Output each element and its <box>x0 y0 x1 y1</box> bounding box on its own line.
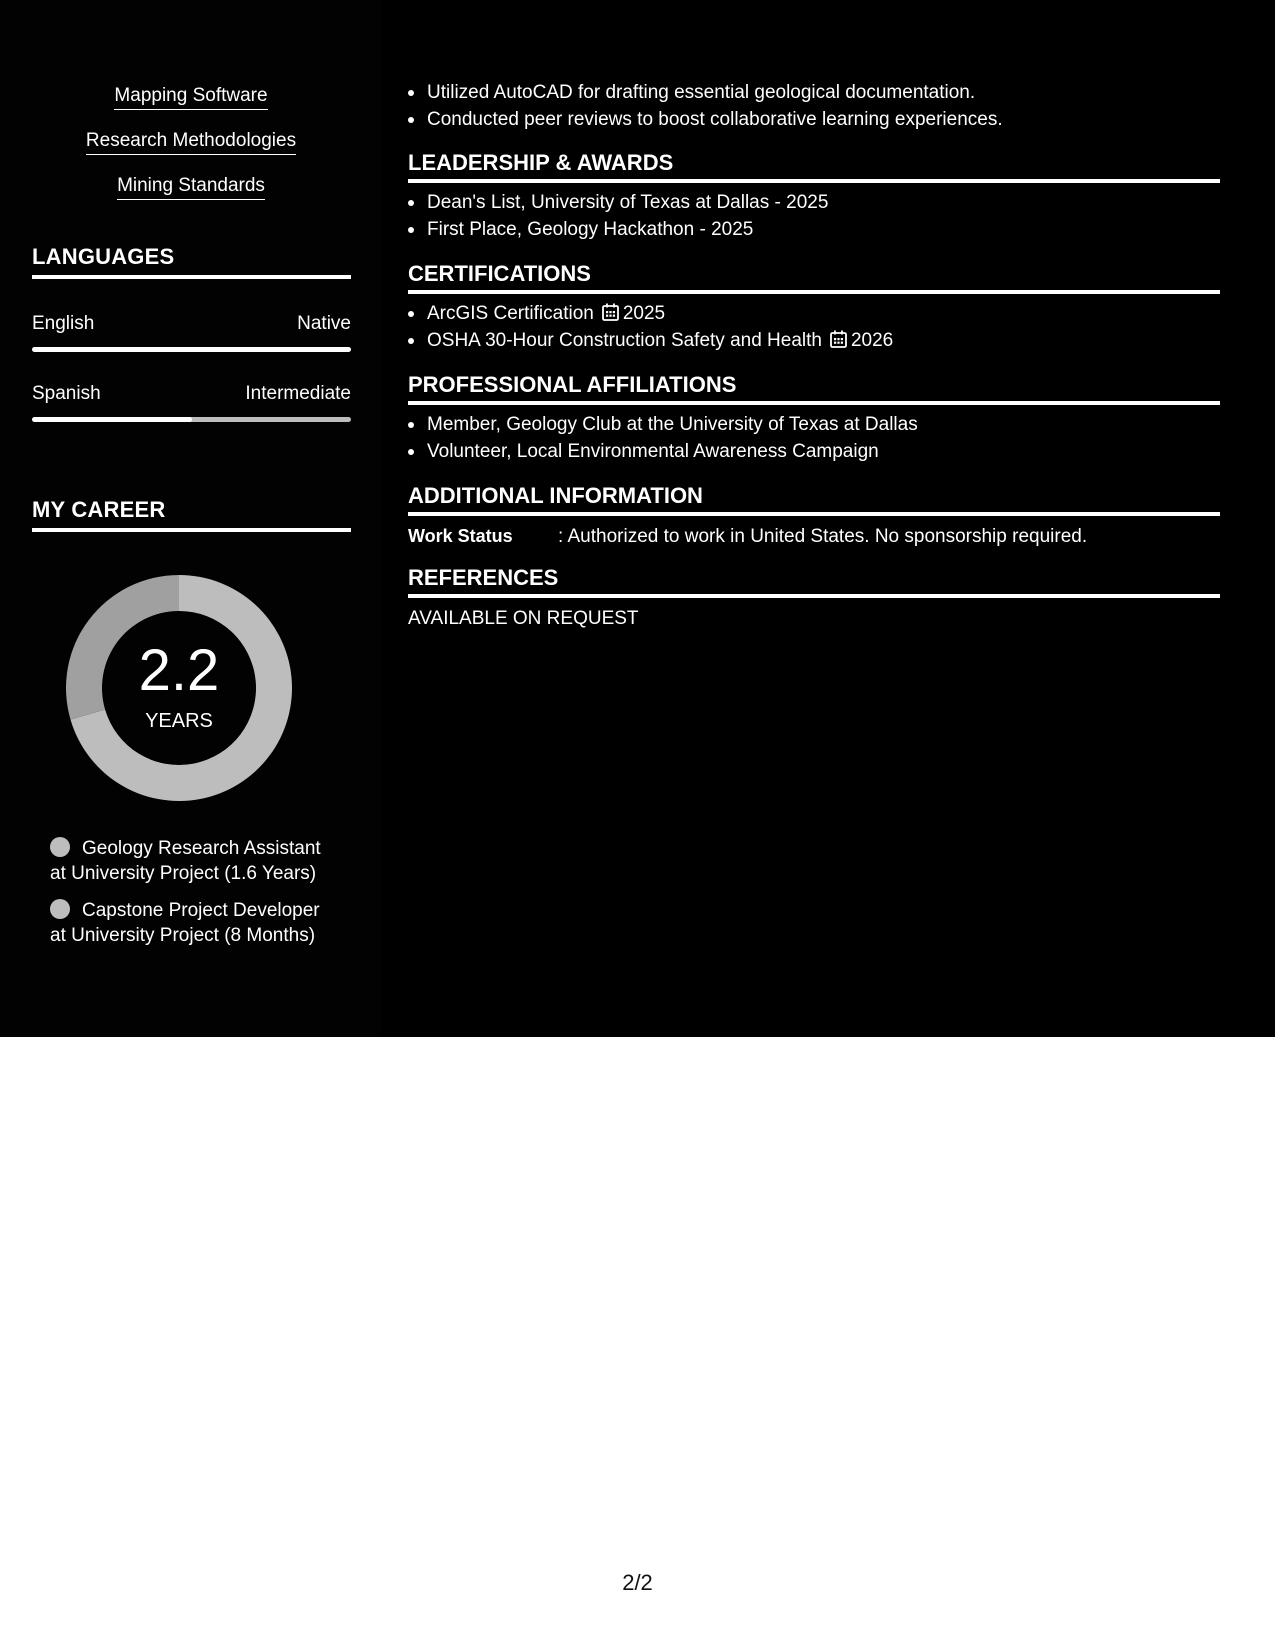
language-proficiency-bar <box>32 417 351 422</box>
career-item-title: Capstone Project Developer <box>82 900 320 921</box>
career-heading: MY CAREER <box>32 497 351 532</box>
references-heading: REFERENCES <box>408 565 1220 598</box>
circle-dot-icon <box>50 899 70 919</box>
certification-year: 2025 <box>622 303 666 324</box>
career-item <box>50 898 350 948</box>
list-item: Volunteer, Local Environmental Awareness Campaign <box>408 438 1228 465</box>
language-spanish <box>32 382 351 422</box>
skill-label: Mining Standards <box>117 174 265 200</box>
experience-bullets <box>408 79 1228 133</box>
list-item: Member, Geology Club at the University of Texas at Dallas <box>408 411 1228 438</box>
career-item <box>50 836 350 886</box>
affiliations-list <box>408 411 1228 465</box>
certification-year: 2026 <box>850 330 894 351</box>
languages-heading: LANGUAGES <box>32 244 351 279</box>
skill-item <box>32 84 350 129</box>
list-item <box>408 327 1228 354</box>
page-number: 2/2 <box>622 1570 653 1595</box>
language-level: Intermediate <box>245 383 351 404</box>
work-status-label: Work Status <box>408 526 513 546</box>
language-proficiency-bar <box>32 347 351 352</box>
career-item-detail: at University Project (1.6 Years) <box>50 863 317 884</box>
skill-item <box>32 129 350 174</box>
calendar-icon <box>830 330 847 348</box>
skill-label: Research Methodologies <box>86 129 296 155</box>
calendar-icon <box>602 303 619 321</box>
circle-dot-icon <box>50 837 70 857</box>
career-item-title: Geology Research Assistant <box>82 838 321 859</box>
certifications-heading: CERTIFICATIONS <box>408 261 1220 294</box>
skill-label: Mapping Software <box>114 84 267 110</box>
main-content <box>381 0 1275 1037</box>
language-proficiency-fill <box>32 417 192 422</box>
certification-name: OSHA 30-Hour Construction Safety and Health <box>427 330 822 351</box>
skill-item <box>32 174 350 219</box>
list-item: First Place, Geology Hackathon - 2025 <box>408 216 1228 243</box>
additional-info-heading: ADDITIONAL INFORMATION <box>408 483 1220 516</box>
certifications-list <box>408 300 1228 354</box>
list-item: Utilized AutoCAD for drafting essential geological documentation. <box>408 79 1228 106</box>
career-donut-chart <box>66 575 292 801</box>
work-status-value: : Authorized to work in United States. No sponsorship required. <box>558 526 1088 547</box>
career-total-unit: YEARS <box>145 710 213 732</box>
list-item <box>408 300 1228 327</box>
awards-list <box>408 189 1228 243</box>
list-item: Conducted peer reviews to boost collaborative learning experiences. <box>408 106 1228 133</box>
career-item-detail: at University Project (8 Months) <box>50 925 316 946</box>
language-name: Spanish <box>32 383 101 404</box>
affiliations-heading: PROFESSIONAL AFFILIATIONS <box>408 372 1220 405</box>
awards-heading: LEADERSHIP & AWARDS <box>408 150 1220 183</box>
skills-list <box>32 84 350 219</box>
references-text: AVAILABLE ON REQUEST <box>408 608 639 629</box>
career-legend <box>50 836 350 960</box>
sidebar <box>0 0 381 1037</box>
certification-name: ArcGIS Certification <box>427 303 594 324</box>
language-english <box>32 312 351 352</box>
language-name: English <box>32 313 95 334</box>
language-level: Native <box>297 313 351 334</box>
career-total-value: 2.2 <box>138 638 220 703</box>
language-proficiency-fill <box>32 347 351 352</box>
list-item: Dean's List, University of Texas at Dallas - 2025 <box>408 189 1228 216</box>
work-status-row <box>408 524 1087 549</box>
